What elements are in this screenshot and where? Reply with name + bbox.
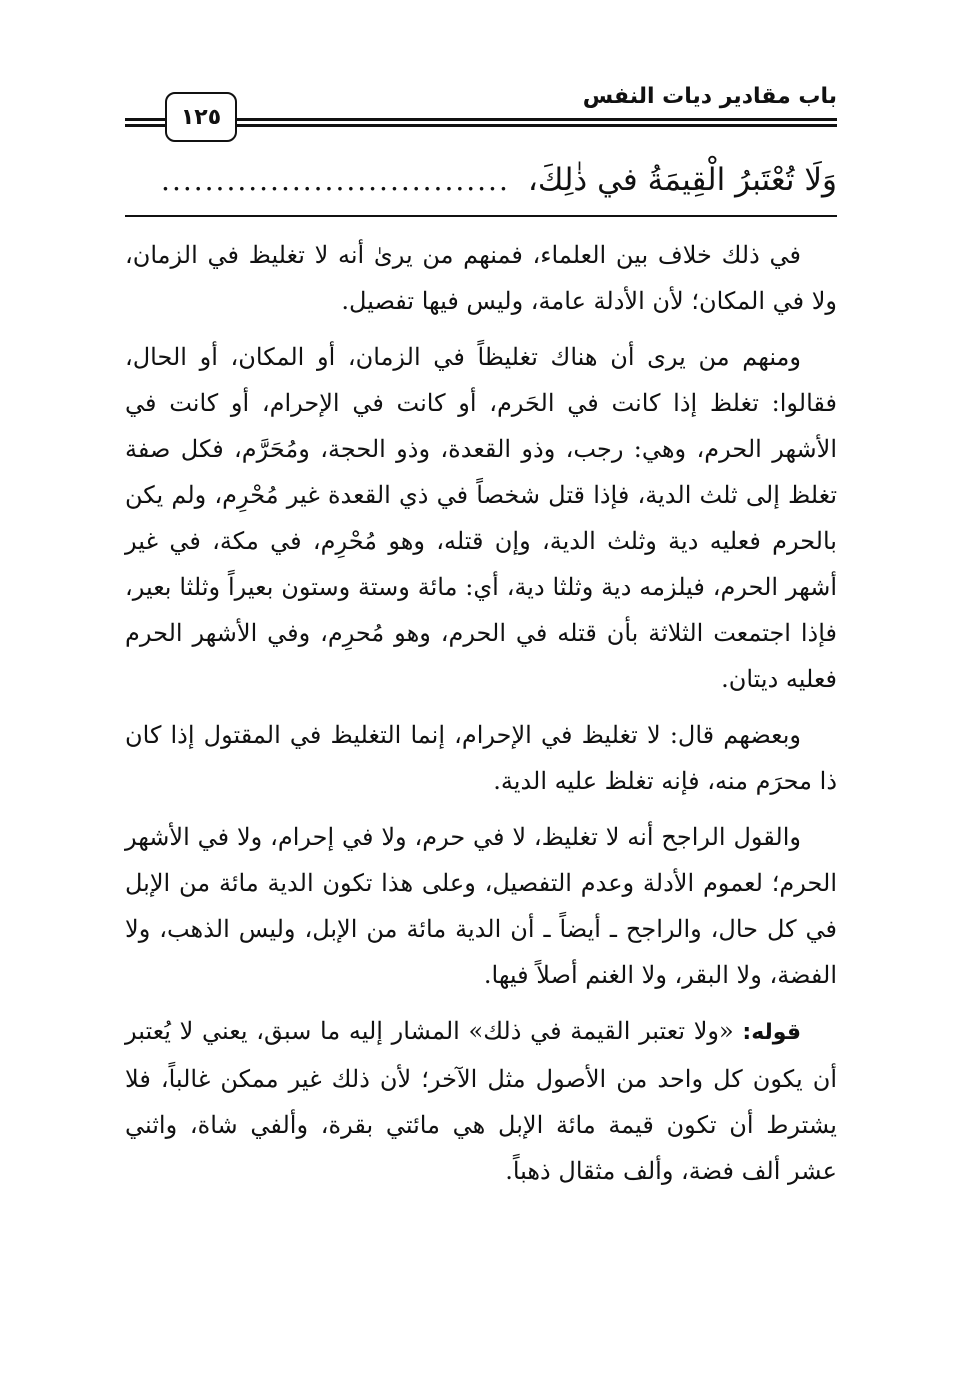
- paragraph: [125, 232, 837, 324]
- paragraph-text: في ذلك خلاف بين العلماء، فمنهم من يرىٰ أنه لا تغليظ في الزمان، ولا في المكان؛ لأن الأدلة عامة، وليس فيها تفصيل.: [125, 241, 837, 315]
- paragraph: [125, 814, 837, 998]
- paragraph: [125, 712, 837, 804]
- page-header: [125, 80, 837, 140]
- paragraph-text: وبعضهم قال: لا تغليظ في الإحرام، إنما التغليظ في المقتول إذا كان ذا محرَم منه، فإنه تغلظ عليه الدية.: [125, 721, 837, 795]
- matn-line: [125, 150, 837, 210]
- paragraph-text: والقول الراجح أنه لا تغليظ، لا في حرم، ولا في إحرام، ولا في الأشهر الحرم؛ لعموم الأدلة وعدم التفصيل، وعلى هذا تكون الدية مائة من الإبل في كل حال، والراجح ـ أيضاً ـ أن الدية مائة من الإبل، وليس الذهب، ولا الفضة، ولا البقر، ولا الغنم أصلاً فيها.: [125, 823, 837, 989]
- commentary-body: [125, 232, 837, 1204]
- matn-text: وَلَا تُعْتَبرُ الْقِيمَةُ في ذٰلِكَ،: [527, 162, 837, 198]
- paragraph-lead: قوله:: [742, 1020, 801, 1045]
- matn-divider: [125, 215, 837, 217]
- page-number: ١٢٥: [165, 92, 237, 142]
- paragraph-text: ومنهم من يرى أن هناك تغليظاً في الزمان، أو المكان، أو الحال، فقالوا: تغلظ إذا كانت في الحَرم، أو كانت في الإحرام، أو كانت في الأشهر الحرم، وهي: رجب، وذو القعدة، وذو الحجة، ومُحَرَّم، فكل صفة تغلظ إلى ثلث الدية، فإذا قتل شخصاً في ذي القعدة غير مُحْرِم، ولم يكن بالحرم فعليه دية وثلث الدية، وإن قتله، وهو مُحْرِم، في مكة، في غير أشهر الحرم، فيلزمه دية وثلثا دية، أي: مائة وستة وستون بعيراً وثلثا بعير، فإذا اجتمعت الثلاثة بأن قتله في الحرم، وهو مُحرِم، وفي الأشهر الحرم فعليه ديتان.: [125, 343, 837, 693]
- paragraph: [125, 334, 837, 702]
- matn-dots: ................................: [161, 163, 510, 197]
- chapter-title: باب مقادير ديات النفس: [577, 84, 837, 109]
- paragraph: [125, 1008, 837, 1194]
- paragraph-text: «ولا تعتبر القيمة في ذلك» المشار إليه ما سبق، يعني لا يُعتبر أن يكون كل واحد من الأصول مثل الآخر؛ لأن ذلك غير ممكن غالباً، فلا يشترط أن تكون قيمة مائة الإبل هي مائتي بقرة، وألفي شاة، واثني عشر ألف فضة، وألف مثقال ذهباً.: [125, 1017, 837, 1185]
